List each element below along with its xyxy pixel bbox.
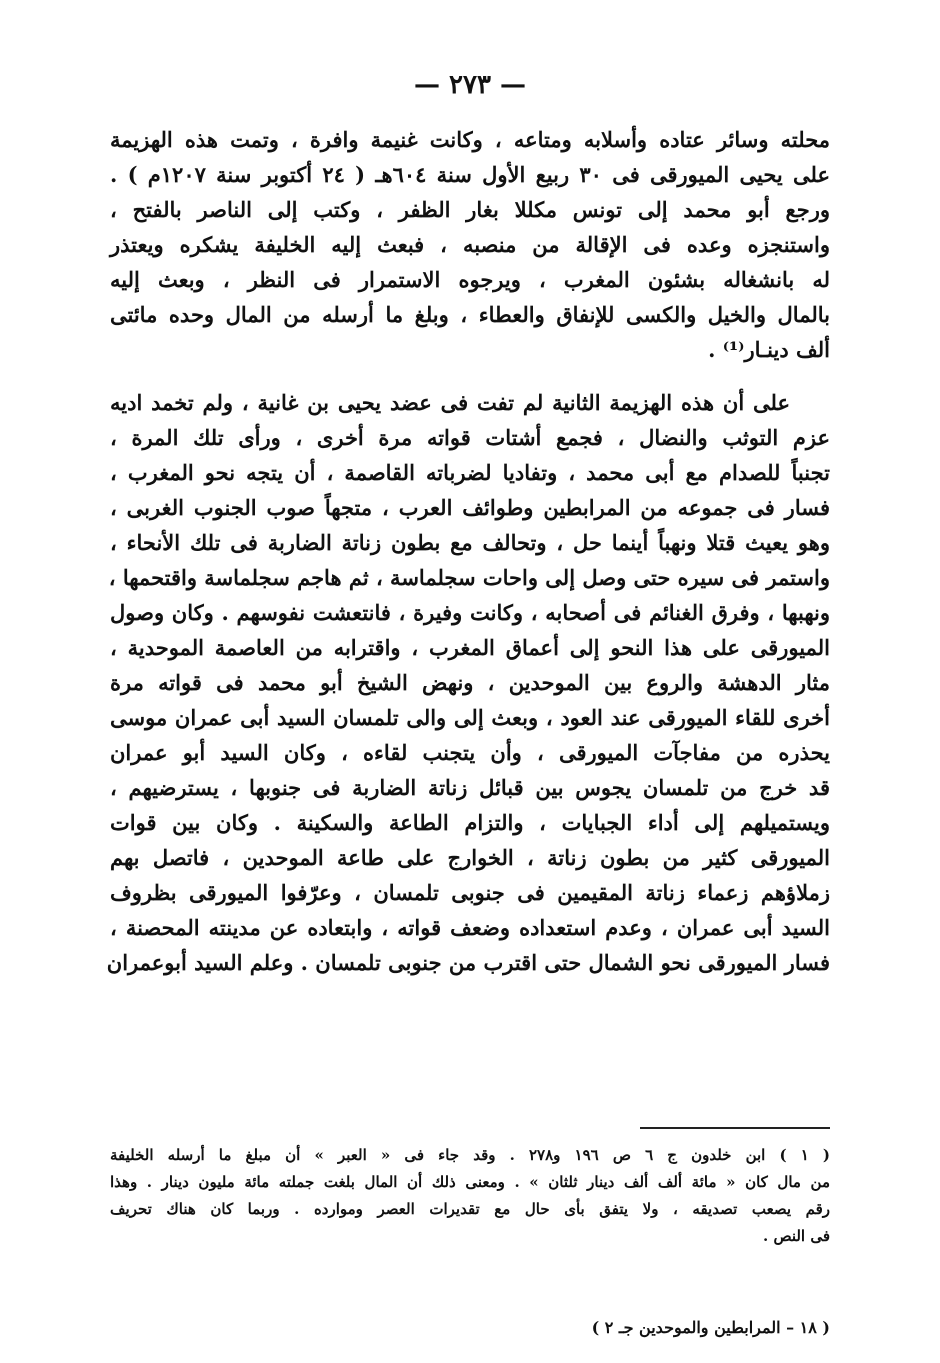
- text-line: له بانشغاله بشئون المغرب ، ويرجوه الاستمرار فى النظر ، وبعث إليه: [110, 267, 830, 292]
- text-line: واستنجزه وعده فى الإقالة من منصبه ، فبعث إليه الخليفة يشكره ويعتذر: [110, 232, 830, 257]
- text-line: ويستميلهم إلى أداء الجبايات ، والتزام الطاعة والسكينة . وكان بين قوات: [110, 810, 830, 835]
- text-line: تجنباً للصدام مع أبى محمد ، وتفاديا لضرباته القاصمة ، أن يتجه نحو المغرب ،: [110, 460, 830, 485]
- paragraph-2: [106, 385, 830, 980]
- text-line: قد خرج من تلمسان يجوس بين قبائل زناتة الضاربة فى جنوبها ، يسترضيهم ،: [110, 775, 830, 800]
- text-line: ونهبها ، وفرق الغنائم فى أصحابه ، وكانت وفيرة ، فانتعشت نفوسهم . وكان وصول: [110, 600, 830, 625]
- footnote-line: رقم يصعب تصديقه ، ولا يتفق بأى حال مع تقديرات العصر وموارده . وربما كان هناك تحريف: [110, 1200, 830, 1218]
- page-number: — ٢٧٣ —: [413, 70, 527, 100]
- text-line: يحذره من مفاجآت الميورقى ، وأن يتجنب لقاءه ، وكان السيد أبو عمران: [110, 740, 830, 765]
- text-line: بالمال والخيل والكسى للإنفاق والعطاء ، وبلغ ما أرسله من المال وحده مائتى: [110, 302, 830, 327]
- text-line: زملاؤهم زعماء زناتة المقيمين فى جنوبى تلمسان ، وعرّفوا الميورقى بظروف: [110, 880, 830, 905]
- footnote-line: من مال كان « مائة ألف ألف دينار ثلثان » . ومعنى ذلك أن المال بلغت جملته مائة مليون دينار . وهذا: [110, 1173, 830, 1191]
- text-line: الميورقى كثير من بطون زناتة ، الخوارج على طاعة الموحدين ، فاتصل بهم: [110, 845, 830, 870]
- text-line: عزم التوثب والنضال ، فجمع أشتات قواته مرة أخرى ، ورأى تلك المرة ،: [110, 425, 830, 450]
- text-line: فسار فى جموعه من المرابطين وطوائف العرب ، متجهاً صوب الجنوب الغربى ،: [110, 495, 830, 520]
- text-line: فسار الميورقى نحو الشمال حتى اقترب من جنوبى تلمسان . وعلم السيد أبوعمران: [106, 950, 830, 975]
- text-line: أخرى للقاء الميورقى عند العود ، وبعث إلى والى تلمسان السيد أبى عمران موسى: [110, 705, 830, 730]
- text-line: السيد أبى عمران ، وعدم استعداده وضعف قواته ، وابتعاده عن مدينته المحصنة ،: [110, 915, 830, 940]
- paragraph-1: [110, 122, 830, 367]
- text-line: على أن هذه الهزيمة الثانية لم تفت فى عضد يحيى بن غانية ، ولم تخمد اديه: [110, 390, 790, 415]
- footnote: [110, 1142, 830, 1250]
- footnote-line: فى النص .: [763, 1227, 830, 1245]
- text-line: ورجع أبو محمد إلى تونس مكللا بغار الظفر ، وكتب إلى الناصر بالفتح ،: [110, 197, 830, 222]
- printer-signature: ( ١٨ – المرابطين والموحدين جـ ٢ ): [591, 1318, 830, 1337]
- text-line: محلته وسائر عتاده وأسلابه ومتاعه ، وكانت غنيمة وافرة ، وتمت هذه الهزيمة: [110, 127, 830, 152]
- footnote-divider: [640, 1127, 830, 1129]
- footnote-line: ( ١ ) ابن خلدون ج ٦ ص ١٩٦ و٢٧٨ . وقد جاء فى « العبر » أن مبلغ ما أرسله الخليفة: [110, 1146, 830, 1164]
- text-line: وهو يعيث قتلا ونهباً أينما حل ، وتحالف مع بطون زناتة الضاربة فى تلك الأنحاء ،: [110, 530, 830, 555]
- text-line: ألف دينـار⁽¹⁾ .: [708, 337, 830, 362]
- text-line: الميورقى على هذا النحو إلى أعماق المغرب ، واقترابه من العاصمة الموحدية ،: [110, 635, 830, 660]
- body-text: [106, 122, 830, 980]
- text-line: واستمر فى سيره حتى وصل إلى واحات سجلماسة ، ثم هاجم سجلماسة واقتحمها ،: [108, 565, 830, 590]
- text-line: مثار الدهشة والروع بين الموحدين ، ونهض الشيخ أبو محمد فى قواته مرة: [110, 670, 830, 695]
- text-line: على يحيى الميورقى فى ٣٠ ربيع الأول سنة ٦٠٤هـ ( ٢٤ أكتوبر سنة ١٢٠٧م ) .: [110, 162, 830, 187]
